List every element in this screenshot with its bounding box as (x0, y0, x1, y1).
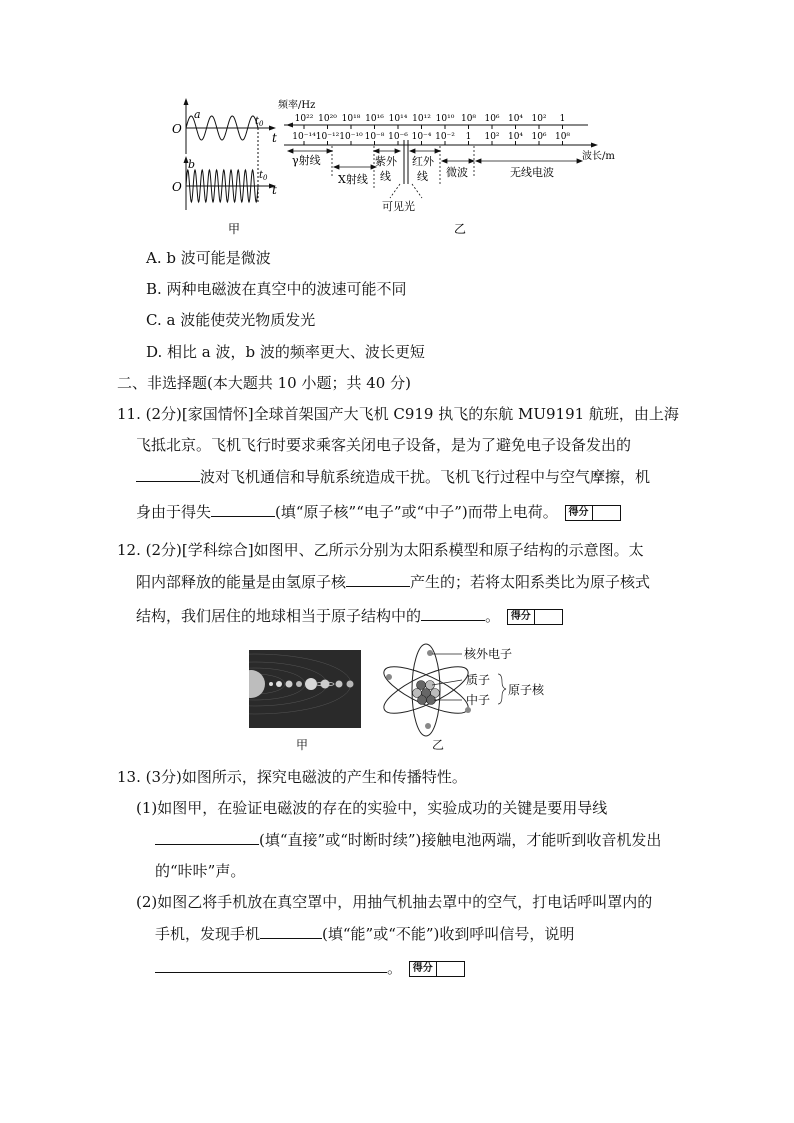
t0-bottom: $t_0$ (259, 170, 268, 182)
section-title: 二、非选择题(本大题共 10 小题；共 40 分) (117, 374, 411, 392)
caption-jia-top: 甲 (228, 222, 241, 236)
band-microwave: 微波 (446, 166, 468, 179)
q11-line1: 11. (2分)[家国情怀]全球首架国产大飞机 C919 执飞的东航 MU9191 航班，由上海 (117, 405, 679, 423)
caption-yi-atom: 乙 (432, 738, 445, 752)
atom-label-proton: 质子 (466, 673, 491, 687)
jia-origin-bottom: O (172, 180, 182, 194)
freq-tick-label: 10¹⁴ (388, 114, 408, 124)
q13-line1: 13. (3分)如图所示，探究电磁波的产生和传播特性。 (117, 768, 467, 786)
freq-tick-label: 10¹⁰ (435, 114, 455, 124)
wave-a-label: a (194, 108, 201, 121)
t0-top: $t_0$ (255, 116, 264, 128)
q13-blank-3[interactable] (155, 958, 387, 973)
q12-blank-2[interactable] (421, 606, 485, 621)
wavelength-tick-label: 10⁻¹² (315, 132, 340, 142)
jia-origin-top: O (172, 122, 182, 136)
q12-score-box[interactable]: 得分 (507, 609, 563, 625)
t-axis-top: t (272, 131, 277, 145)
freq-tick-label: 10²⁰ (318, 114, 337, 124)
q13-blank-1[interactable] (155, 830, 259, 845)
t-axis-bottom: t (272, 183, 277, 197)
q11-line2: 飞抵北京。飞机飞行时要求乘客关闭电子设备，是为了避免电子设备发出的 (136, 436, 632, 454)
wave-b-label: b (188, 158, 196, 171)
wavelength-tick-label: 10² (484, 132, 500, 142)
q13-p1-line2: (填“直接”或“时断时续”)接触电池两端，才能听到收音机发出 (155, 830, 661, 850)
freq-tick-label: 10¹⁸ (341, 114, 361, 124)
band-ir-1: 红外 (412, 155, 434, 168)
q13-blank-2[interactable] (260, 924, 322, 939)
band-xray: X射线 (338, 173, 368, 186)
wavelength-tick-label: 10⁻⁸ (364, 132, 385, 142)
wavelength-tick-label: 10⁻⁴ (411, 132, 432, 142)
band-radio: 无线电波 (510, 166, 554, 179)
atom-label-nucleus: 原子核 (508, 683, 545, 697)
option-d: D. 相比 a 波，b 波的频率更大、波长更短 (146, 343, 425, 361)
freq-tick-label: 10⁴ (507, 114, 524, 124)
q12-line3: 结构，我们居住的地球相当于原子结构中的 。 得分 (136, 606, 563, 626)
freq-tick-label: 10⁸ (460, 114, 477, 124)
wavelength-tick-label: 10⁻⁶ (388, 132, 408, 142)
option-c: C. a 波能使荧光物质发光 (146, 311, 316, 329)
q13-score-box[interactable]: 得分 (409, 961, 465, 977)
wavelength-tick-label: 10⁻¹⁰ (339, 132, 363, 142)
wavelength-tick-label: 10⁴ (507, 132, 524, 142)
q12-blank-1[interactable] (346, 572, 410, 587)
q11-score-box[interactable]: 得分 (565, 505, 621, 521)
band-visible: 可见光 (382, 200, 415, 213)
q11-blank-1[interactable] (136, 467, 200, 482)
atom-label-electron: 核外电子 (464, 647, 513, 661)
figure-waves-spectrum (168, 94, 638, 244)
q13-p2-line2: 手机，发现手机 (填“能”或“不能”)收到呼叫信号，说明 (155, 925, 575, 943)
band-ir-2: 线 (417, 170, 428, 183)
wavelength-tick-label: 10⁻¹⁴ (292, 132, 316, 142)
frequency-ticks (295, 114, 566, 129)
q13-p2-line1: (2)如图乙将手机放在真空罩中，用抽气机抽去罩中的空气，打电话呼叫罩内的 (136, 893, 653, 911)
freq-tick-label: 10¹² (412, 114, 431, 124)
q12-line1: 12. (2分)[学科综合]如图甲、乙所示分别为太阳系模型和原子结构的示意图。太 (117, 541, 644, 559)
wavelength-ticks (292, 132, 570, 145)
wavelength-axis-label: 波长/m (582, 151, 615, 162)
wavelength-tick-label: 10⁶ (531, 132, 547, 142)
band-uv-1: 紫外 (375, 155, 397, 168)
wavelength-tick-label: 1 (465, 132, 472, 142)
band-gamma: γ射线 (292, 154, 321, 167)
solar-system-image (249, 650, 361, 728)
freq-tick-label: 1 (559, 114, 566, 124)
freq-tick-label: 10¹⁶ (365, 114, 384, 124)
wavelength-tick-label: 10⁸ (554, 132, 571, 142)
freq-tick-label: 10² (531, 114, 547, 124)
q11-line4: 身由于得失 (填“原子核”“电子”或“中子”)而带上电荷。 得分 (136, 502, 621, 522)
q13-p1-line3: 的“咔咔”声。 (155, 862, 246, 880)
freq-tick-label: 10²² (294, 114, 314, 124)
q12-line2: 阳内部释放的能量是由氢原子核 产生的；若将太阳系类比为原子核式 (136, 573, 651, 591)
q13-p1-line1: (1)如图甲，在验证电磁波的存在的实验中，实验成功的关键是要用导线 (136, 799, 608, 817)
wave-b-curve (186, 170, 258, 202)
q13-p2-line3: 。 得分 (155, 958, 465, 978)
caption-jia-solar: 甲 (296, 738, 309, 752)
wave-b-graph (184, 156, 277, 210)
freq-axis-label: 频率/Hz (278, 100, 316, 111)
q11-line3: 波对飞机通信和导航系统造成干扰。飞机飞行过程中与空气摩擦，机 (136, 467, 650, 487)
q11-blank-2[interactable] (211, 502, 275, 517)
caption-yi-top: 乙 (454, 222, 467, 236)
freq-tick-label: 10⁶ (484, 114, 500, 124)
option-a: A. b 波可能是微波 (146, 249, 271, 267)
wavelength-tick-label: 10⁻² (435, 132, 455, 142)
atom-structure-image (376, 640, 556, 738)
atom-label-neutron: 中子 (466, 693, 491, 707)
option-b: B. 两种电磁波在真空中的波速可能不同 (146, 280, 407, 298)
band-uv-2: 线 (380, 170, 391, 183)
